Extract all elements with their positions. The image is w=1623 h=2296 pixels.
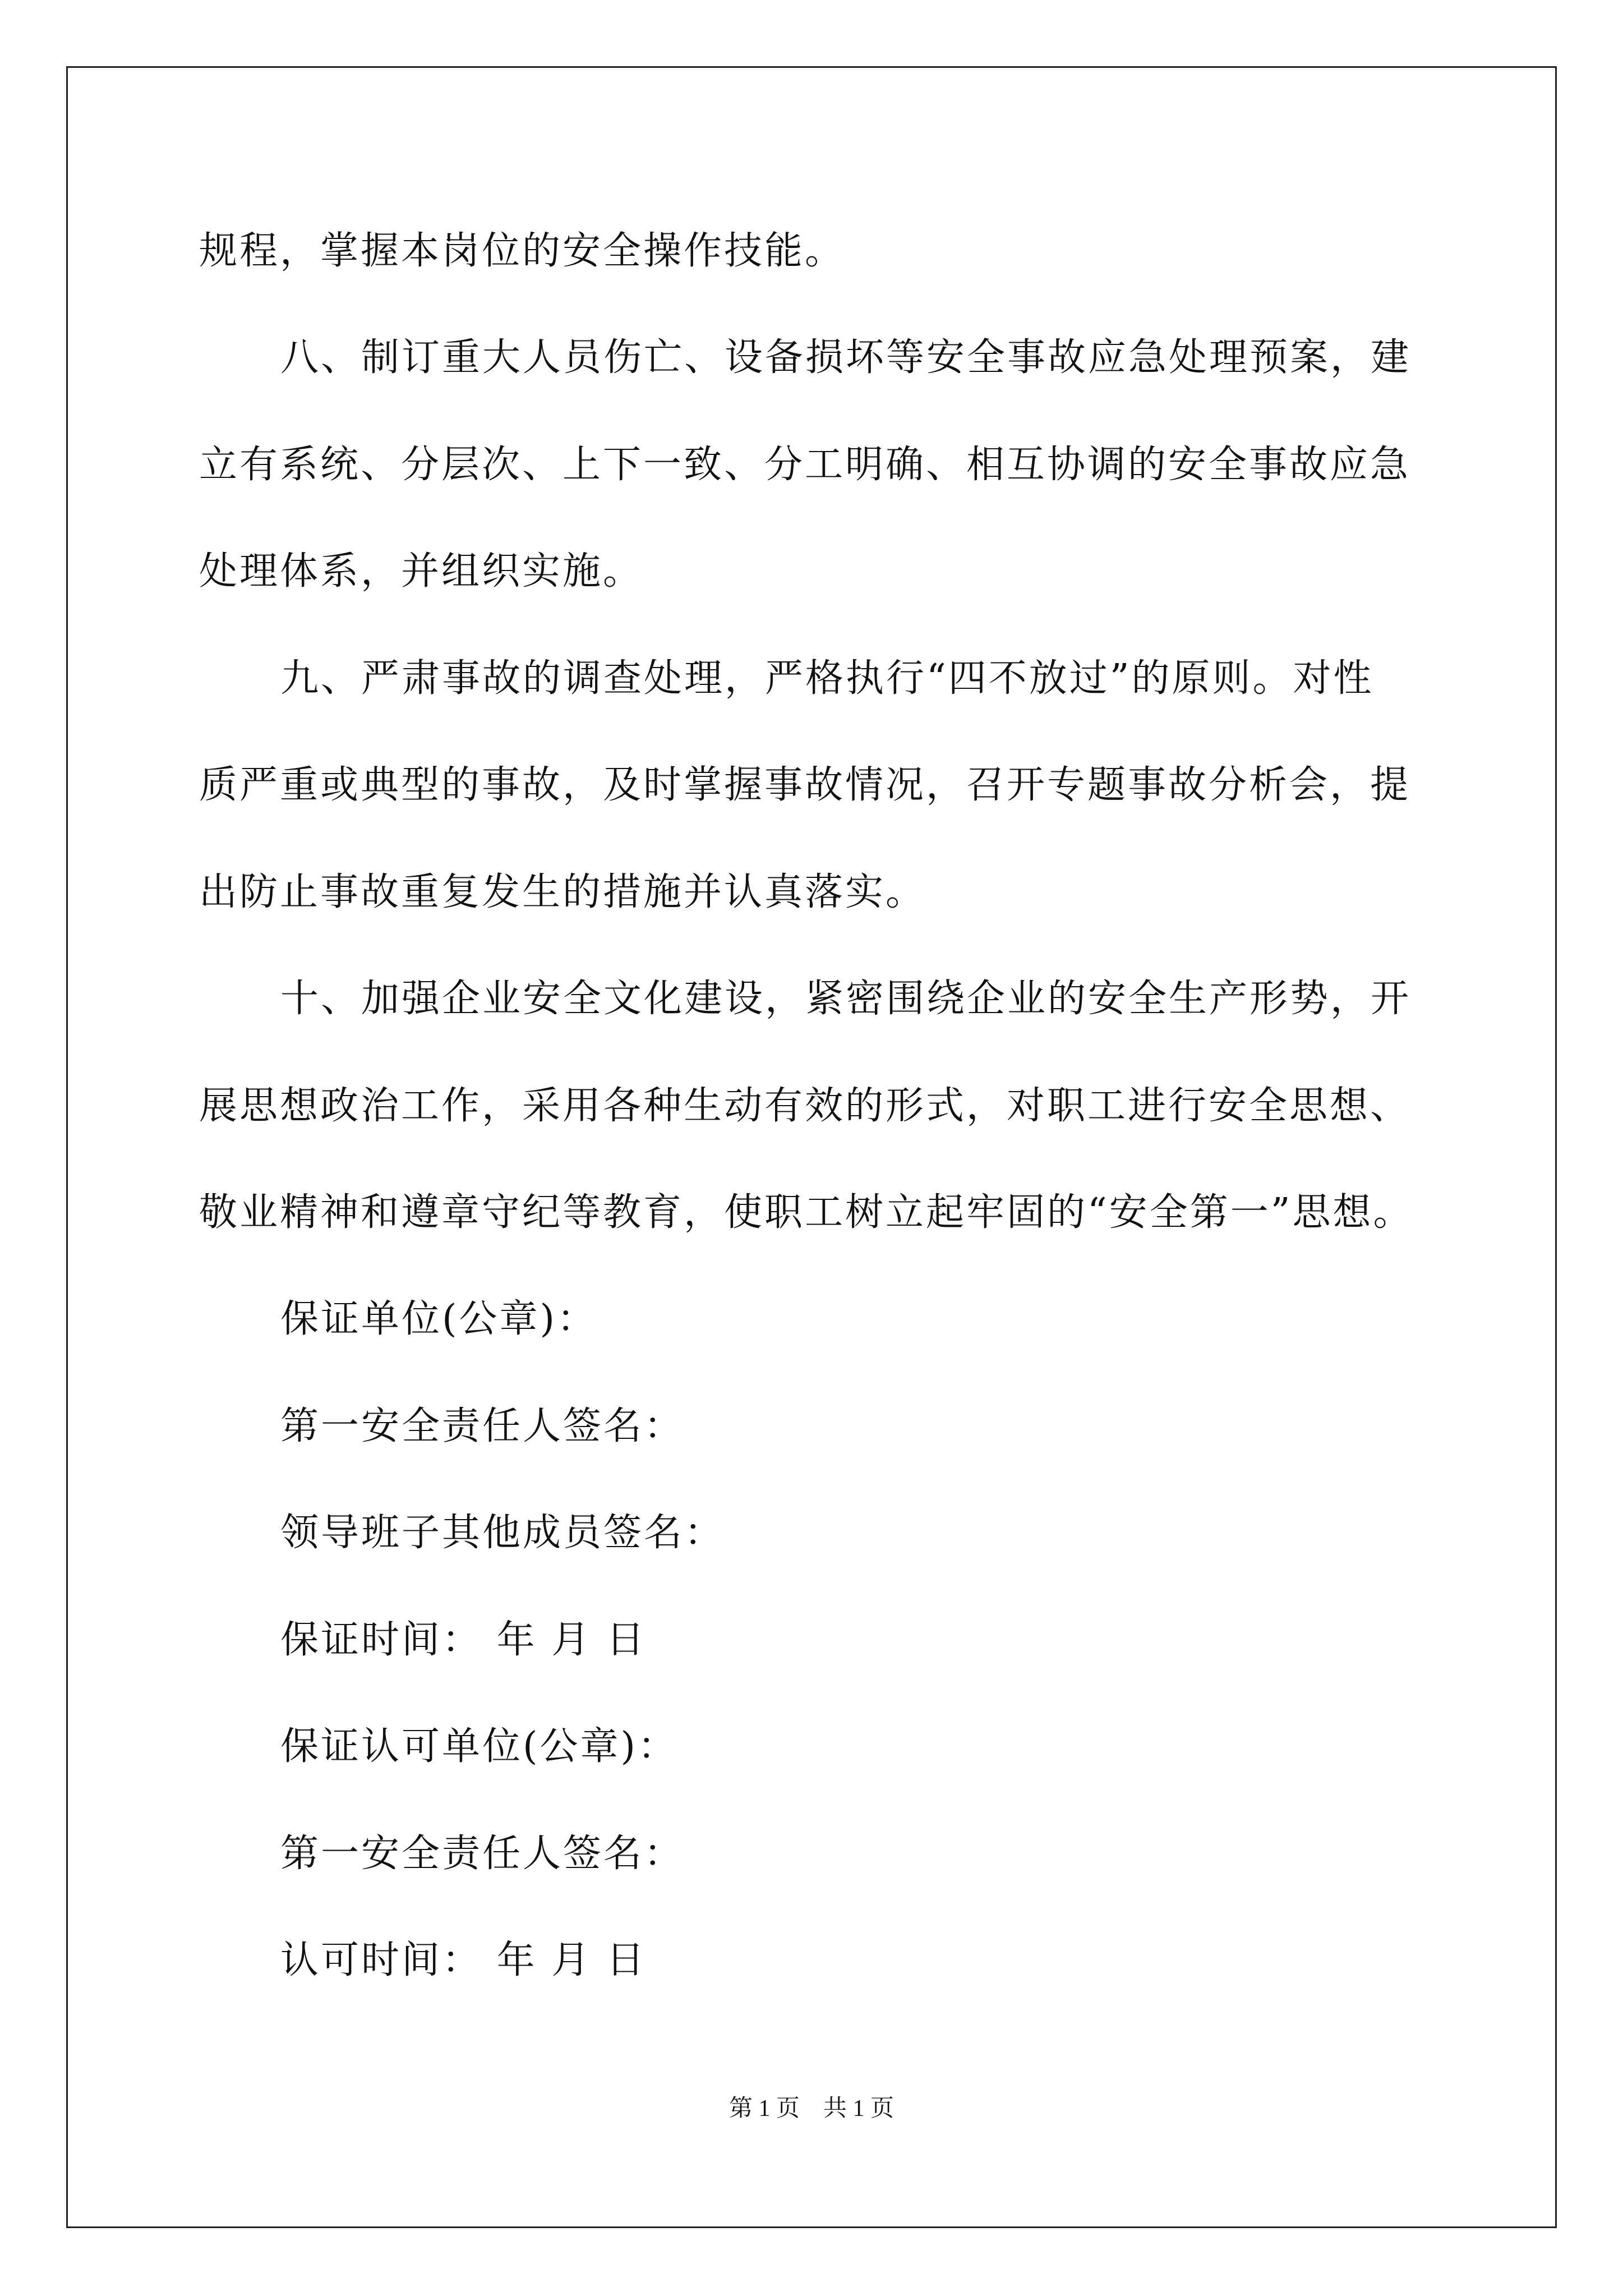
- body-line: 展思想政治工作，采用各种生动有效的形式，对职工进行安全思想、: [199, 1084, 1411, 1128]
- body-line: 规程，掌握本岗位的安全操作技能。: [199, 229, 846, 273]
- body-line: 九、严肃事故的调查处理，严格执行“四不放过”的原则。对性: [280, 656, 1374, 701]
- approver-first-responsible-signature: 第一安全责任人签名：: [280, 1832, 685, 1876]
- guarantor-unit-seal: 保证单位(公章)：: [280, 1297, 598, 1341]
- page-border: [66, 66, 1557, 2228]
- guarantee-date: 保证时间： 年 月 日: [280, 1618, 647, 1662]
- body-line: 质严重或典型的事故，及时掌握事故情况，召开专题事故分析会，提: [199, 763, 1411, 807]
- approving-unit-seal: 保证认可单位(公章)：: [280, 1724, 679, 1769]
- body-line: 八、制订重大人员伤亡、设备损坏等安全事故应急处理预案，建: [280, 335, 1412, 380]
- approval-date: 认可时间： 年 月 日: [280, 1938, 647, 1982]
- first-responsible-signature: 第一安全责任人签名：: [280, 1404, 685, 1448]
- body-line: 敬业精神和遵章守纪等教育，使职工树立起牢固的“安全第一”思想。: [199, 1190, 1414, 1235]
- page-number-footer: 第 1 页 共 1 页: [728, 2096, 894, 2122]
- body-line: 立有系统、分层次、上下一致、分工明确、相互协调的安全事故应急: [199, 443, 1411, 487]
- body-line: 十、加强企业安全文化建设，紧密围绕企业的安全生产形势，开: [280, 977, 1412, 1021]
- body-line: 处理体系，并组织实施。: [199, 549, 644, 593]
- leadership-members-signature: 领导班子其他成员签名：: [280, 1511, 725, 1555]
- body-line: 出防止事故重复发生的措施并认真落实。: [199, 870, 926, 914]
